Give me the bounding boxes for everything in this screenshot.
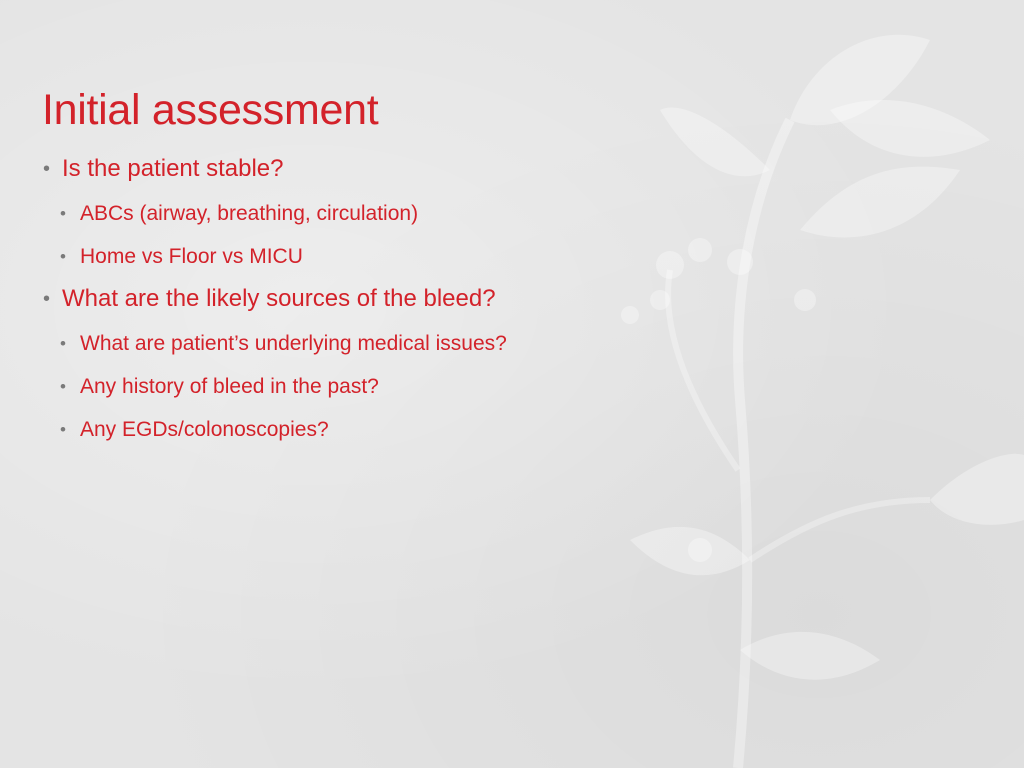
slide-title: Initial assessment — [42, 86, 379, 134]
bullet-icon: • — [43, 158, 51, 180]
bullet-icon: • — [60, 247, 66, 266]
list-item-text: What are the likely sources of the bleed? — [62, 285, 496, 312]
bullet-icon: • — [60, 377, 66, 396]
list-item-text: Any EGDs/colonoscopies? — [80, 418, 329, 441]
list-item-text: What are patient’s underlying medical issues? — [80, 332, 507, 355]
bullet-icon: • — [60, 334, 66, 353]
list-item-text: Home vs Floor vs MICU — [80, 245, 303, 268]
list-item-text: Is the patient stable? — [62, 155, 284, 182]
bullet-icon: • — [60, 420, 66, 439]
list-item-text: Any history of bleed in the past? — [80, 375, 379, 398]
list-item — [42, 282, 802, 316]
list-item — [42, 329, 802, 359]
list-item — [42, 199, 802, 229]
bullet-icon: • — [60, 204, 66, 223]
list-item-text: ABCs (airway, breathing, circulation) — [80, 202, 419, 225]
list-item — [42, 372, 802, 402]
bullet-icon: • — [43, 288, 51, 310]
bullet-list — [42, 152, 802, 445]
list-item — [42, 152, 802, 186]
list-item — [42, 242, 802, 272]
list-item — [42, 415, 802, 445]
